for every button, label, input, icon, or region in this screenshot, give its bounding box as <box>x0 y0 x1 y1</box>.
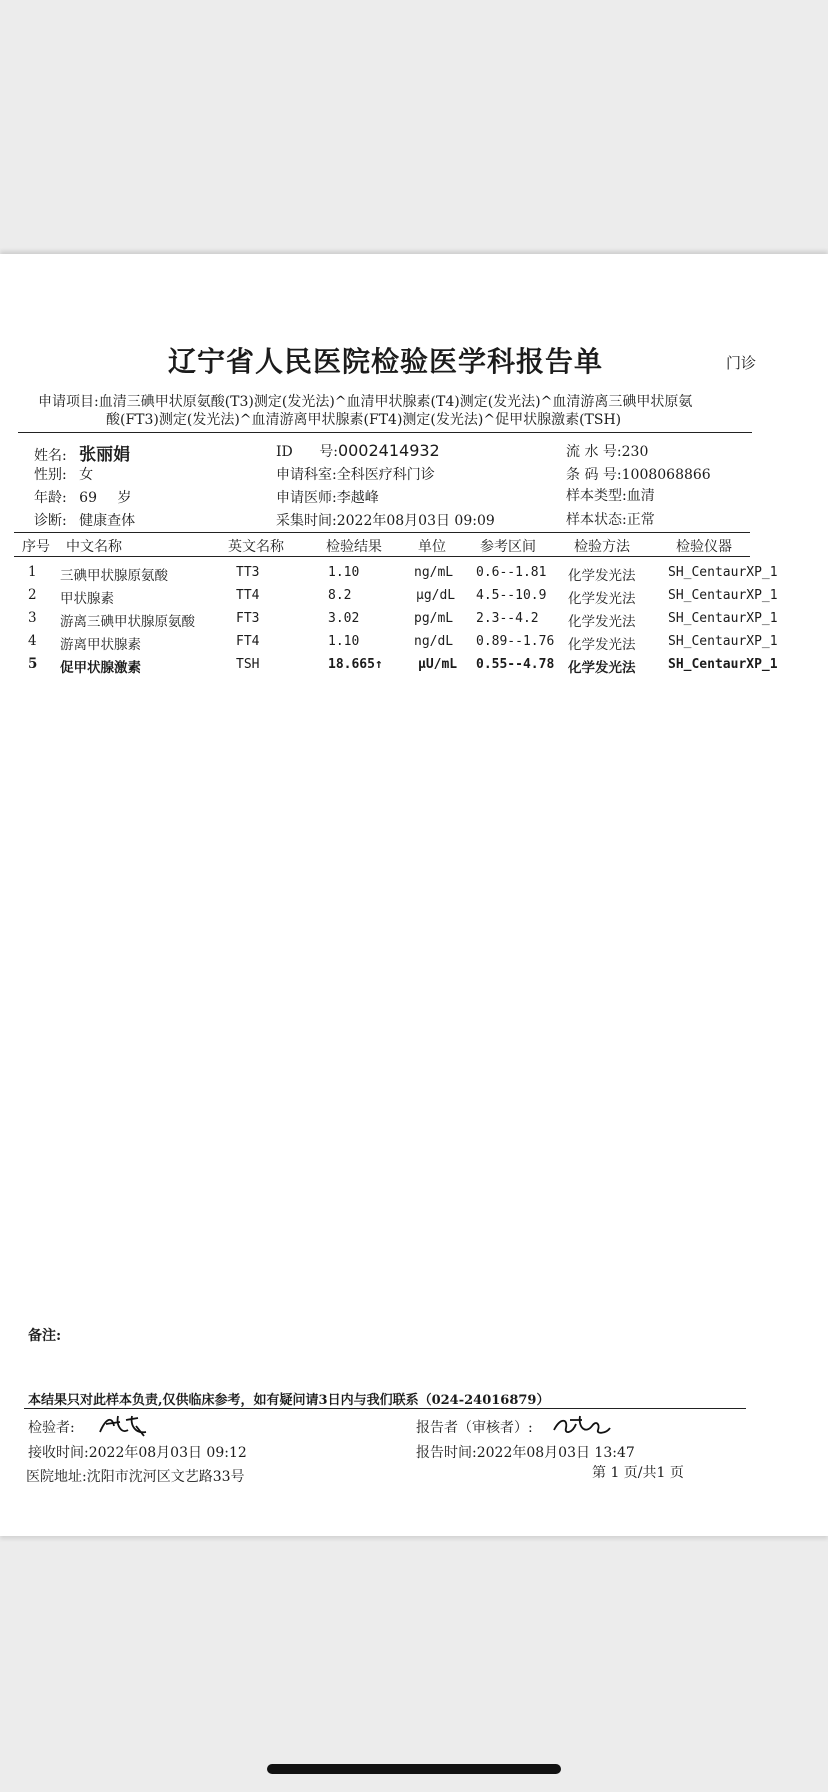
cell-result: 3.02 <box>328 611 360 626</box>
cell-cn: 三碘甲状腺原氨酸 <box>60 568 168 584</box>
cell-no: 4 <box>28 633 37 649</box>
cell-cn: 游离三碘甲状腺原氨酸 <box>60 614 195 630</box>
header-rule <box>18 432 752 433</box>
info-rule <box>14 532 750 533</box>
sample-state-row <box>566 509 655 529</box>
request-text-1: 血清三碘甲状原氨酸(T3)测定(发光法)^血清甲状腺素(T4)测定(发光法)^血清游离三碘甲状原氨 <box>98 394 693 410</box>
th-en-name: 英文名称 <box>228 539 284 555</box>
cell-cn: 游离甲状腺素 <box>60 637 141 653</box>
cell-result: 1.10 <box>328 634 360 649</box>
request-items-line1 <box>38 393 692 411</box>
cell-cn: 促甲状腺激素 <box>60 660 141 676</box>
cell-range: 0.89--1.76 <box>476 634 555 649</box>
cell-method: 化学发光法 <box>568 614 636 630</box>
receive-label: 接收时间: <box>28 1445 89 1461</box>
cell-no: 2 <box>28 587 37 603</box>
cell-en: FT3 <box>236 611 260 626</box>
serial-label: 流 水 号: <box>566 444 622 460</box>
patient-id: 0002414932 <box>337 441 440 460</box>
report-sheet <box>0 254 828 1536</box>
report-time-row <box>416 1442 635 1462</box>
th-unit: 单位 <box>418 539 446 555</box>
patient-name-row <box>34 440 130 465</box>
address-row <box>26 1466 245 1486</box>
cell-en: TSH <box>236 657 260 672</box>
page-indicator: 第 1 页/共1 页 <box>592 1465 684 1481</box>
serial-row <box>566 441 648 461</box>
barcode-label: 条 码 号: <box>566 467 622 483</box>
disclaimer: 本结果只对此样本负责,仅供临床参考，如有疑问请3日内与我们联系（024-24016879） <box>28 1393 550 1408</box>
cell-range: 2.3--4.2 <box>476 611 539 626</box>
cell-range: 0.6--1.81 <box>476 565 547 580</box>
request-text-2: 酸(FT3)测定(发光法)^血清游离甲状腺素(FT4)测定(发光法)^促甲状腺激素(TSH) <box>106 412 622 428</box>
cell-method: 化学发光法 <box>568 568 636 584</box>
cell-instrument: SH_CentaurXP_1 <box>668 565 778 580</box>
footer-rule <box>24 1408 746 1409</box>
cell-method: 化学发光法 <box>568 637 636 653</box>
cell-instrument: SH_CentaurXP_1 <box>668 634 778 649</box>
sample-type-row <box>566 485 655 505</box>
th-method: 检验方法 <box>574 539 630 555</box>
cell-instrument: SH_CentaurXP_1 <box>668 657 778 672</box>
cell-range: 4.5--10.9 <box>476 588 547 603</box>
barcode-row <box>566 464 711 484</box>
address-value: 沈阳市沈河区文艺路33号 <box>86 1469 245 1485</box>
inspector-signature <box>96 1412 150 1440</box>
gender-value: 女 <box>79 467 94 483</box>
name-label: 姓名: <box>34 448 67 464</box>
id-row <box>276 441 440 461</box>
sample-state-value: 正常 <box>626 512 655 528</box>
report-time-label: 报告时间: <box>416 1445 477 1461</box>
cell-en: FT4 <box>236 634 260 649</box>
cell-instrument: SH_CentaurXP_1 <box>668 611 778 626</box>
request-label: 申请项目: <box>38 394 99 410</box>
age-label: 年龄: <box>34 490 67 506</box>
th-cn-name: 中文名称 <box>66 539 122 555</box>
clinic-type: 门诊 <box>726 354 757 372</box>
cell-no: 5 <box>28 656 38 672</box>
collect-time: 2022年08月03日 09:09 <box>336 513 495 529</box>
th-range: 参考区间 <box>480 539 536 555</box>
doctor-label: 申请医师: <box>276 490 337 506</box>
age-value: 69 <box>79 490 97 506</box>
diagnosis-label: 诊断: <box>34 513 67 529</box>
cell-unit: ng/dL <box>414 634 454 649</box>
sample-type-label: 样本类型: <box>566 488 627 504</box>
cell-en: TT3 <box>236 565 260 580</box>
cell-result-high: 18.665↑ <box>328 657 383 672</box>
age-row <box>34 487 131 507</box>
reporter-label: 报告者（审核者）: <box>416 1420 533 1436</box>
th-instrument: 检验仪器 <box>676 539 732 555</box>
cell-range: 0.55--4.78 <box>476 657 555 672</box>
dept-value: 全科医疗科门诊 <box>336 467 435 483</box>
cell-method: 化学发光法 <box>568 591 636 607</box>
doctor-row <box>276 487 379 507</box>
collect-row <box>276 510 495 530</box>
th-result: 检验结果 <box>326 539 382 555</box>
sample-type-value: 血清 <box>626 488 655 504</box>
reporter-signature <box>552 1412 612 1438</box>
receive-row <box>28 1442 247 1462</box>
cell-unit: ng/mL <box>414 565 454 580</box>
home-indicator[interactable] <box>267 1764 561 1774</box>
report-title: 辽宁省人民医院检验医学科报告单 <box>168 345 604 378</box>
th-no: 序号 <box>22 539 50 555</box>
receive-time: 2022年08月03日 09:12 <box>88 1445 247 1461</box>
dept-row <box>276 464 435 484</box>
diagnosis-row <box>34 510 135 530</box>
diagnosis-value: 健康查体 <box>79 513 136 529</box>
barcode-value: 1008068866 <box>621 467 711 483</box>
serial-value: 230 <box>621 444 649 460</box>
cell-unit: μg/dL <box>416 588 456 603</box>
cell-en: TT4 <box>236 588 260 603</box>
table-header-rule <box>14 556 750 557</box>
inspector-label: 检验者: <box>28 1420 75 1436</box>
cell-unit: μU/mL <box>418 657 458 672</box>
cell-result: 8.2 <box>328 588 352 603</box>
gender-row <box>34 464 93 484</box>
address-label: 医院地址: <box>26 1469 87 1485</box>
cell-method: 化学发光法 <box>568 660 636 676</box>
cell-no: 1 <box>28 564 37 580</box>
id-label: ID <box>276 444 293 460</box>
doctor-value: 李越峰 <box>336 490 379 506</box>
patient-name: 张丽娟 <box>79 445 131 465</box>
cell-result: 1.10 <box>328 565 360 580</box>
report-time: 2022年08月03日 13:47 <box>476 1445 635 1461</box>
dept-label: 申请科室: <box>276 467 337 483</box>
remarks-label: 备注: <box>28 1328 62 1344</box>
age-unit: 岁 <box>117 490 132 506</box>
gender-label: 性别: <box>34 467 67 483</box>
collect-label: 采集时间: <box>276 513 337 529</box>
cell-unit: pg/mL <box>414 611 454 626</box>
cell-cn: 甲状腺素 <box>60 591 114 607</box>
id-label-suffix: 号: <box>319 444 338 460</box>
sample-state-label: 样本状态: <box>566 512 627 528</box>
cell-no: 3 <box>28 610 37 626</box>
cell-instrument: SH_CentaurXP_1 <box>668 588 778 603</box>
